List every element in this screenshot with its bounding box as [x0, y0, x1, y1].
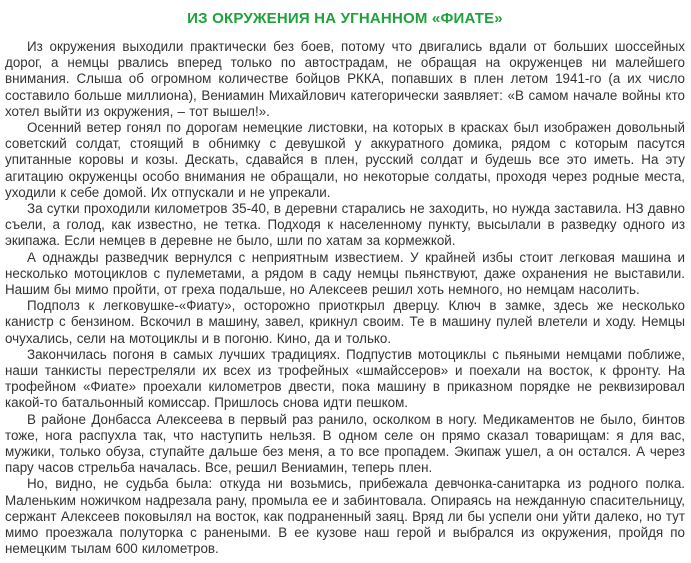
- article-title: ИЗ ОКРУЖЕНИЯ НА УГНАННОМ «ФИАТЕ»: [187, 10, 503, 27]
- paragraph: А однажды разведчик вернулся с неприятным известием. У крайней избы стоит легковая машина и несколько мотоциклов с пулеметами, а рядом в саду немцы пьянствуют, даже охранения не выставили. Нашим бы мимо пройти, от греха подальше, но Алексеев решил хоть немного, но немцам насолить.: [5, 249, 685, 298]
- paragraph: Подполз к легковушке-«Фиату», осторожно приоткрыл дверцу. Ключ в замке, здесь же несколько канистр с бензином. Вскочил в машину, завел, крикнул своим. Те в машину пулей влетели и ходу. Немцы очухались, сели на мотоциклы и в погоню. Кино, да и только.: [5, 298, 685, 346]
- paragraph: В районе Донбасса Алексеева в первый раз ранило, осколком в ногу. Медикаментов не было, бинтов тоже, нога распухла так, что наступить нельзя. В одном селе он прямо сказал товарищам: я для вас, мужики, только обуза, ступайте дальше без меня, а то все пропадем. Экипаж ушел, а он остался. А через пару часов стрельба началась. Все, решил Вениамин, теперь плен.: [5, 411, 685, 476]
- paragraph: Закончилась погоня в самых лучших традициях. Подпустив мотоциклы с пьяными немцами поближе, наши танкисты перестреляли их всех из трофейных «шмайссеров» и поехали на восток, к фронту. На трофейном «Фиате» проехали километров двести, пока машину в приказном порядке не реквизировал какой-то батальонный комиссар. Пришлось снова идти пешком.: [5, 346, 685, 411]
- paragraph: Осенний ветер гонял по дорогам немецкие листовки, на которых в красках был изображен довольный советский солдат, стоящий в обнимку с девушкой у аккуратного домика, рядом с которым пасутся упитанные коровы и козы. Дескать, сдавайся в плен, русский солдат и будешь все это иметь. На эту агитацию окруженцы особо внимания не обращали, но некоторые солдаты, проходя через родные места, уходили к себе домой. Их отпускали и не упрекали.: [5, 120, 685, 200]
- paragraph: Из окружения выходили практически без боев, потому что двигались вдали от больших шоссейных дорог, а немцы рвались вперед только по автострадам, не обращая на окруженцев ни малейшего внимания. Слыша об огромном количестве бойцов РККА, попавших в плен летом 1941-го (а их число составило больше миллиона), Вениамин Михайлович категорически заявляет: «В самом начале войны кто хотел выйти из окружения, – тот вышел!».: [5, 39, 685, 119]
- paragraph: Но, видно, не судьба была: откуда ни возьмись, прибежала девчонка-санитарка из родного полка. Маленьким ножичком надрезала рану, промыла ее и забинтовала. Опираясь на нежданную спасительницу, сержант Алексеев поковылял на восток, как подраненный заяц. Вряд ли бы успели они уйти далеко, но тут мимо проезжала полуторка с ранеными. В ее кузове наш герой и выбрался из окружения, пройдя по немецким тылам 600 километров.: [5, 476, 685, 557]
- paragraph: За сутки проходили километров 35-40, в деревни старались не заходить, но нужда заставила. НЗ давно съели, а голод, как известно, не тетка. Подходя к населенному пункту, высылали в разведку одного из экипажа. Если немцев в деревне не было, шли по хатам за кормежкой.: [5, 201, 685, 249]
- article-body: [5, 39, 685, 558]
